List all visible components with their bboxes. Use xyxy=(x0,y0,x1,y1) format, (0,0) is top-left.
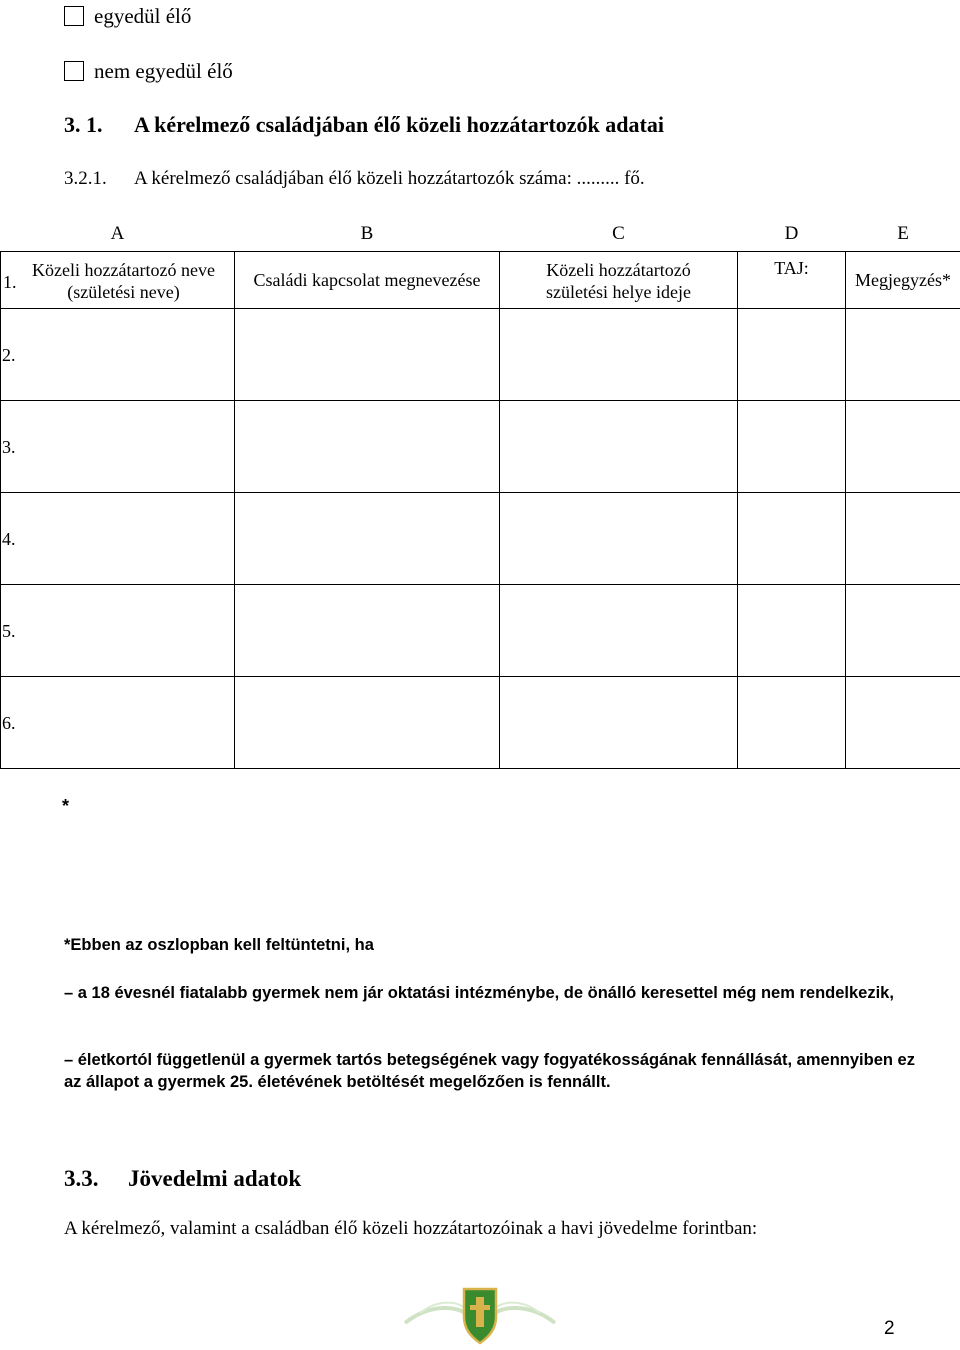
table-cell[interactable] xyxy=(500,401,738,493)
header-relation-text: Családi kapcsolat megnevezése xyxy=(235,252,499,308)
table-cell[interactable] xyxy=(1,677,235,769)
table-cell[interactable] xyxy=(500,585,738,677)
table-cell[interactable] xyxy=(1,401,235,493)
row-number: 5. xyxy=(1,620,16,642)
table-cell[interactable] xyxy=(738,401,846,493)
column-letter-row xyxy=(1,217,960,252)
header-taj xyxy=(738,252,846,309)
table-row xyxy=(1,309,960,401)
table-cell[interactable] xyxy=(846,401,960,493)
table-cell[interactable] xyxy=(1,493,235,585)
row-number: 4. xyxy=(1,528,16,550)
row-number: 1. xyxy=(3,271,17,293)
header-name xyxy=(1,252,235,309)
section-number: 3. 1. xyxy=(64,112,134,138)
asterisk-mark: * xyxy=(62,796,69,817)
table-row xyxy=(1,401,960,493)
table-cell[interactable] xyxy=(738,309,846,401)
table-cell[interactable] xyxy=(235,401,500,493)
table-cell[interactable] xyxy=(846,585,960,677)
table-cell[interactable] xyxy=(1,585,235,677)
column-letter: A xyxy=(1,217,235,252)
table-cell[interactable] xyxy=(235,677,500,769)
table-cell[interactable] xyxy=(500,493,738,585)
table-cell[interactable] xyxy=(846,677,960,769)
table-cell[interactable] xyxy=(846,493,960,585)
section-number: 3.3. xyxy=(64,1166,128,1192)
option-nem-egyedul-elo[interactable] xyxy=(64,57,233,85)
table-row xyxy=(1,585,960,677)
column-letter: B xyxy=(235,217,500,252)
table-cell[interactable] xyxy=(235,585,500,677)
header-note-text: Megjegyzés* xyxy=(846,252,960,308)
section-heading-3-3 xyxy=(64,1166,301,1192)
table-cell[interactable] xyxy=(235,493,500,585)
table-cell[interactable] xyxy=(500,309,738,401)
header-birth-text: Közeli hozzátartozó születési helye ideje xyxy=(500,252,737,303)
header-row xyxy=(1,252,960,309)
table-cell[interactable] xyxy=(738,585,846,677)
table-cell[interactable] xyxy=(846,309,960,401)
header-note xyxy=(846,252,960,309)
page-number: 2 xyxy=(884,1318,895,1340)
section-3-2-1 xyxy=(64,168,645,190)
column-letter: C xyxy=(500,217,738,252)
header-name-text: Közeli hozzátartozó neve (születési neve) xyxy=(1,252,234,303)
family-members-table xyxy=(0,217,960,769)
header-birth xyxy=(500,252,738,309)
row-number: 6. xyxy=(1,712,16,734)
income-intro-text: A kérelmező, valamint a családban élő közeli hozzátartozóinak a havi jövedelme forintban: xyxy=(64,1218,757,1240)
column-letter: D xyxy=(738,217,846,252)
header-relation xyxy=(235,252,500,309)
table-cell[interactable] xyxy=(1,309,235,401)
table-row xyxy=(1,677,960,769)
member-count-text: A kérelmező családjában élő közeli hozzátartozók száma: ......... fő. xyxy=(134,168,645,189)
section-heading-3-1 xyxy=(64,112,664,138)
section-title: Jövedelmi adatok xyxy=(128,1166,301,1191)
table-cell[interactable] xyxy=(738,493,846,585)
note-item-2: – életkortól függetlenül a gyermek tartós betegségének vagy fogyatékosságának fennállását, amennyiben ez az állapot a gyermek 25. életévének betöltését megelőzően is fennállt. xyxy=(64,1049,924,1093)
column-letter: E xyxy=(846,217,960,252)
table-cell[interactable] xyxy=(738,677,846,769)
checkbox-nem-egyedul-elo[interactable] xyxy=(64,61,84,81)
header-taj-text: TAJ: xyxy=(738,252,845,279)
table-cell[interactable] xyxy=(235,309,500,401)
option-label: egyedül élő xyxy=(94,4,191,29)
section-title: A kérelmező családjában élő közeli hozzátartozók adatai xyxy=(134,112,664,137)
note-intro: *Ebben az oszlopban kell feltüntetni, ha xyxy=(64,934,924,956)
row-number: 3. xyxy=(1,436,16,458)
option-egyedul-elo[interactable] xyxy=(64,2,191,30)
option-label: nem egyedül élő xyxy=(94,59,233,84)
checkbox-egyedul-elo[interactable] xyxy=(64,6,84,26)
note-item-1: – a 18 évesnél fiatalabb gyermek nem jár oktatási intézménybe, de önálló keresettel még nem rendelkezik, xyxy=(64,982,924,1004)
row-number: 2. xyxy=(1,344,16,366)
table-row xyxy=(1,493,960,585)
table-cell[interactable] xyxy=(500,677,738,769)
crest-logo-icon xyxy=(400,1283,560,1345)
section-number: 3.2.1. xyxy=(64,168,134,190)
